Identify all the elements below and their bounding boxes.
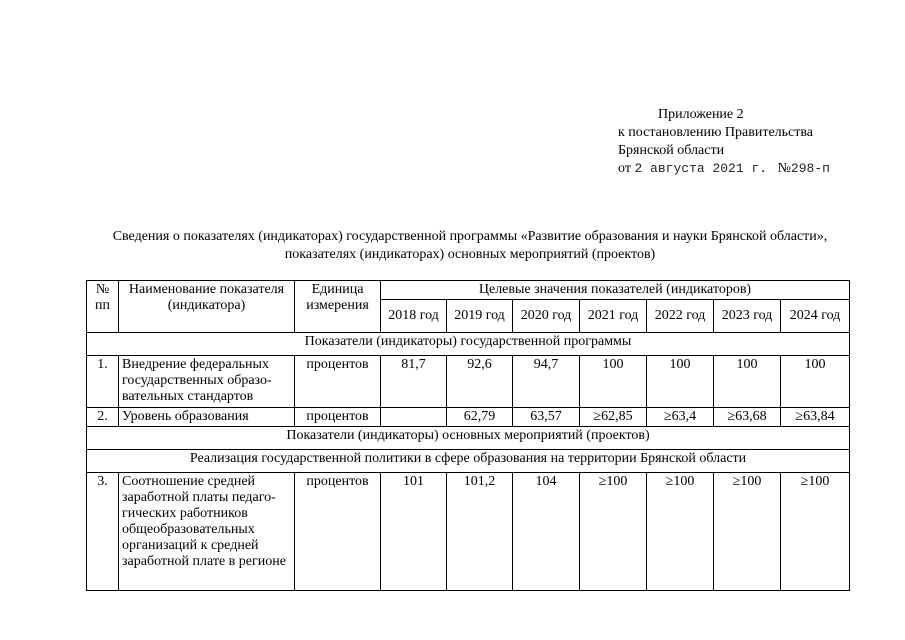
row-value: ≥100: [781, 473, 850, 591]
header-num: № пп: [87, 281, 119, 333]
year-2018: 2018 год: [381, 300, 447, 333]
appendix-number: 298-п: [790, 161, 830, 176]
row-unit: процентов: [295, 408, 381, 427]
table-row: [87, 356, 850, 408]
appendix-date: 2 августа 2021 г.: [634, 161, 768, 176]
appendix-date-line: [618, 160, 830, 178]
row-value: 104: [513, 473, 580, 591]
row-value: ≥100: [580, 473, 647, 591]
row-value: 100: [781, 356, 850, 408]
row-value: ≥63,68: [714, 408, 781, 427]
section-row: [87, 427, 850, 450]
row-value: 94,7: [513, 356, 580, 408]
row-num: 2.: [87, 408, 119, 427]
row-value: 100: [647, 356, 714, 408]
row-value: 101: [381, 473, 447, 591]
section-policy: Реализация государственной политики в сфере образования на территории Брянской области: [87, 450, 850, 473]
table-row: [87, 473, 850, 591]
row-name: Уровень образования: [119, 408, 295, 427]
header-unit: Единица измерения: [295, 281, 381, 333]
row-num: 1.: [87, 356, 119, 408]
appendix-number-sign: №: [777, 161, 791, 176]
section-row: [87, 333, 850, 356]
year-2024: 2024 год: [781, 300, 850, 333]
row-value: 100: [580, 356, 647, 408]
row-value: ≥100: [714, 473, 781, 591]
year-2021: 2021 год: [580, 300, 647, 333]
appendix-title: Приложение 2: [658, 107, 744, 122]
appendix-resolution: к постановлению Правительства: [618, 125, 814, 140]
year-2022: 2022 год: [647, 300, 714, 333]
row-name: Соотношение средней заработной платы педаго-гических работников общеобразовательных организаций к средней заработной плате в регионе: [119, 473, 295, 591]
table-row: [87, 408, 850, 427]
row-num: 3.: [87, 473, 119, 591]
header-name: Наименование показателя (индикатора): [119, 281, 295, 333]
row-unit: процентов: [295, 473, 381, 591]
year-2019: 2019 год: [447, 300, 513, 333]
row-value: ≥62,85: [580, 408, 647, 427]
section-row: [87, 450, 850, 473]
section-program: Показатели (индикаторы) государственной программы: [87, 333, 850, 356]
appendix-block: [618, 106, 830, 178]
header-row: [87, 281, 850, 300]
row-value: 62,79: [447, 408, 513, 427]
appendix-from: от: [618, 161, 631, 176]
row-value: ≥63,84: [781, 408, 850, 427]
indicators-table: [86, 280, 850, 591]
appendix-region: Брянской области: [618, 143, 725, 158]
year-2020: 2020 год: [513, 300, 580, 333]
row-value: 81,7: [381, 356, 447, 408]
header-targets: Целевые значения показателей (индикаторов): [381, 281, 850, 300]
section-measures: Показатели (индикаторы) основных мероприятий (проектов): [87, 427, 850, 450]
row-value: 63,57: [513, 408, 580, 427]
row-value: ≥100: [647, 473, 714, 591]
row-value: 92,6: [447, 356, 513, 408]
row-name: Внедрение федеральных государственных образо-вательных стандартов: [119, 356, 295, 408]
document-title: Сведения о показателях (индикаторах) государственной программы «Развитие образования и науки Брянской области», показателях (индикаторах) основных мероприятий (проектов): [112, 229, 828, 262]
row-value: 101,2: [447, 473, 513, 591]
row-value: ≥63,4: [647, 408, 714, 427]
year-2023: 2023 год: [714, 300, 781, 333]
row-unit: процентов: [295, 356, 381, 408]
row-value: [381, 408, 447, 427]
row-value: 100: [714, 356, 781, 408]
